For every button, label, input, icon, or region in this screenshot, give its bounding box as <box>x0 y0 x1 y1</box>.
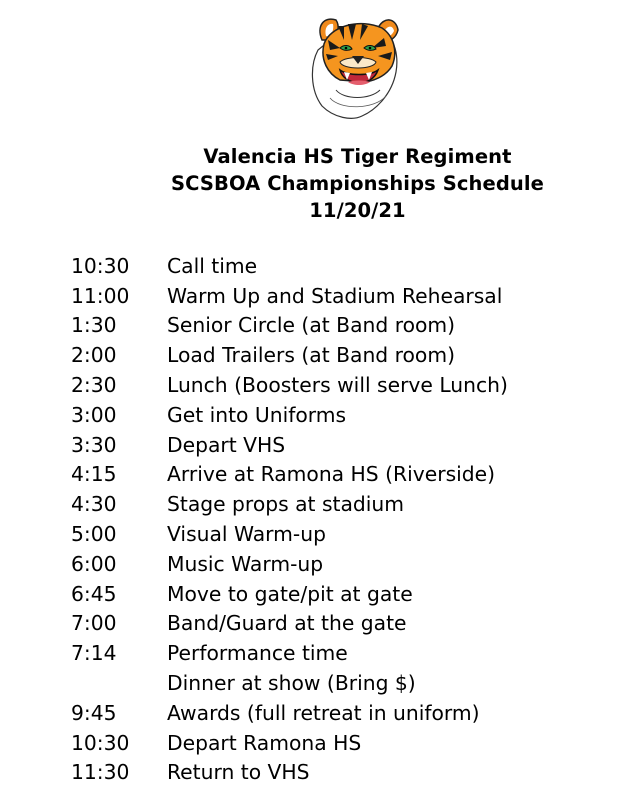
schedule-row <box>71 668 611 698</box>
schedule-row <box>71 251 611 281</box>
schedule-event: Visual Warm-up <box>167 522 326 547</box>
schedule-row <box>71 400 611 430</box>
schedule-time: 1:30 <box>71 313 117 338</box>
schedule-time: 10:30 <box>71 253 130 278</box>
schedule-time: 11:30 <box>71 760 130 785</box>
schedule-row <box>71 430 611 460</box>
schedule-event: Move to gate/pit at gate <box>167 581 413 606</box>
schedule-time: 3:30 <box>71 432 117 457</box>
schedule-time: 3:00 <box>71 402 117 427</box>
schedule-event: Band/Guard at the gate <box>167 611 407 636</box>
schedule-event: Return to VHS <box>167 760 310 785</box>
title-line-event: SCSBOA Championships Schedule <box>170 172 545 195</box>
schedule-row <box>71 579 611 609</box>
schedule-row <box>71 758 611 788</box>
schedule-row <box>71 340 611 370</box>
schedule-row <box>71 311 611 341</box>
schedule-time: 6:00 <box>71 551 117 576</box>
schedule-event: Depart VHS <box>167 432 286 457</box>
schedule-row <box>71 728 611 758</box>
schedule-row <box>71 698 611 728</box>
schedule-time: 7:14 <box>71 641 117 666</box>
schedule-time: 2:30 <box>71 373 117 398</box>
schedule-time: 4:30 <box>71 492 117 517</box>
schedule-event: Depart Ramona HS <box>167 730 362 755</box>
schedule-row <box>71 609 611 639</box>
schedule-time: 7:00 <box>71 611 117 636</box>
schedule-row <box>71 638 611 668</box>
schedule-time: 6:45 <box>71 581 117 606</box>
schedule-event: Get into Uniforms <box>167 402 347 427</box>
schedule-event: Lunch (Boosters will serve Lunch) <box>167 373 508 398</box>
schedule-event: Senior Circle (at Band room) <box>167 313 456 338</box>
schedule-event: Arrive at Ramona HS (Riverside) <box>167 462 496 487</box>
schedule-row <box>71 281 611 311</box>
schedule-row <box>71 370 611 400</box>
schedule-row <box>71 489 611 519</box>
schedule-list <box>71 251 611 787</box>
schedule-time: 4:15 <box>71 462 117 487</box>
schedule-event: Call time <box>167 253 258 278</box>
schedule-event: Load Trailers (at Band room) <box>167 343 456 368</box>
schedule-time: 11:00 <box>71 283 130 308</box>
document-title <box>0 143 630 224</box>
schedule-event: Music Warm-up <box>167 551 324 576</box>
tiger-head-icon <box>300 10 404 122</box>
schedule-event: Stage props at stadium <box>167 492 405 517</box>
schedule-row <box>71 460 611 490</box>
schedule-time: 10:30 <box>71 730 130 755</box>
schedule-time: 5:00 <box>71 522 117 547</box>
title-line-date: 11/20/21 <box>309 199 406 222</box>
schedule-event: Dinner at show (Bring $) <box>167 671 416 696</box>
schedule-time: 9:45 <box>71 700 117 725</box>
schedule-row <box>71 519 611 549</box>
title-line-school: Valencia HS Tiger Regiment <box>203 145 512 168</box>
schedule-event: Awards (full retreat in uniform) <box>167 700 480 725</box>
schedule-event: Performance time <box>167 641 348 666</box>
schedule-row <box>71 549 611 579</box>
schedule-time: 2:00 <box>71 343 117 368</box>
schedule-event: Warm Up and Stadium Rehearsal <box>167 283 503 308</box>
